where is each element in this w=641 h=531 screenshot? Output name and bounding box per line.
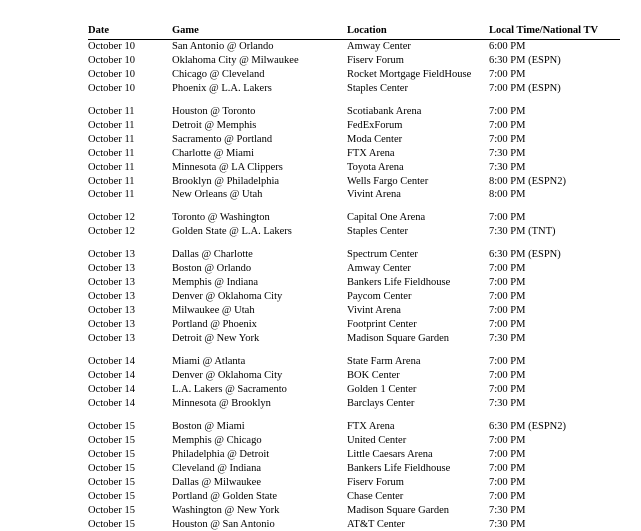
table-row — [88, 332, 620, 346]
cell-date: October 14 — [88, 397, 172, 411]
schedule-table — [88, 24, 620, 531]
cell-date: October 11 — [88, 105, 172, 119]
cell-date: October 13 — [88, 276, 172, 290]
cell-location: Spectrum Center — [347, 248, 489, 262]
cell-game: Oklahoma City @ Milwaukee — [172, 54, 347, 68]
table-row — [88, 68, 620, 82]
cell-location: Bankers Life Fieldhouse — [347, 462, 489, 476]
cell-location: FTX Arena — [347, 147, 489, 161]
table-row — [88, 383, 620, 397]
cell-tv: 7:30 PM — [489, 332, 620, 346]
cell-game: Philadelphia @ Detroit — [172, 448, 347, 462]
cell-game: Minnesota @ Brooklyn — [172, 397, 347, 411]
column-header-location: Location — [347, 24, 489, 39]
cell-tv: 7:00 PM — [489, 68, 620, 82]
cell-game: Minnesota @ LA Clippers — [172, 161, 347, 175]
table-row — [88, 82, 620, 96]
cell-game: Dallas @ Charlotte — [172, 248, 347, 262]
cell-game: Sacramento @ Portland — [172, 133, 347, 147]
row-group-spacer-cell — [88, 96, 620, 105]
cell-location: Rocket Mortgage FieldHouse — [347, 68, 489, 82]
cell-location: Scotiabank Arena — [347, 105, 489, 119]
cell-tv: 6:30 PM (ESPN) — [489, 248, 620, 262]
cell-tv: 7:30 PM — [489, 147, 620, 161]
row-group-spacer — [88, 411, 620, 420]
cell-location: Wells Fargo Center — [347, 175, 489, 189]
cell-location: Madison Square Garden — [347, 332, 489, 346]
cell-date: October 14 — [88, 355, 172, 369]
cell-location: United Center — [347, 434, 489, 448]
table-row — [88, 262, 620, 276]
cell-tv: 7:00 PM — [489, 290, 620, 304]
cell-date: October 13 — [88, 304, 172, 318]
table-row — [88, 397, 620, 411]
cell-tv: 7:00 PM — [489, 369, 620, 383]
cell-game: Detroit @ Memphis — [172, 119, 347, 133]
cell-date: October 15 — [88, 420, 172, 434]
table-row — [88, 290, 620, 304]
cell-game: Detroit @ New York — [172, 332, 347, 346]
table-row — [88, 39, 620, 53]
cell-location: Moda Center — [347, 133, 489, 147]
table-row — [88, 304, 620, 318]
cell-tv: 6:30 PM (ESPN2) — [489, 420, 620, 434]
cell-tv: 6:00 PM — [489, 39, 620, 53]
cell-location: Chase Center — [347, 490, 489, 504]
cell-tv: 7:00 PM — [489, 476, 620, 490]
row-group-spacer-cell — [88, 202, 620, 211]
table-row — [88, 119, 620, 133]
cell-game: Boston @ Miami — [172, 420, 347, 434]
cell-location: Capital One Arena — [347, 211, 489, 225]
cell-game: Brooklyn @ Philadelphia — [172, 175, 347, 189]
cell-game: San Antonio @ Orlando — [172, 39, 347, 53]
cell-game: Charlotte @ Miami — [172, 147, 347, 161]
cell-date: October 11 — [88, 147, 172, 161]
cell-game: Dallas @ Milwaukee — [172, 476, 347, 490]
cell-location: Footprint Center — [347, 318, 489, 332]
cell-date: October 15 — [88, 476, 172, 490]
cell-game: New Orleans @ Utah — [172, 188, 347, 202]
cell-tv: 7:00 PM — [489, 448, 620, 462]
table-row — [88, 105, 620, 119]
table-row — [88, 448, 620, 462]
cell-tv: 6:30 PM (ESPN) — [489, 54, 620, 68]
cell-date: October 13 — [88, 248, 172, 262]
cell-date: October 11 — [88, 119, 172, 133]
cell-date: October 15 — [88, 518, 172, 531]
cell-tv: 7:00 PM — [489, 490, 620, 504]
table-row — [88, 248, 620, 262]
cell-tv: 7:00 PM — [489, 276, 620, 290]
table-row — [88, 161, 620, 175]
row-group-spacer — [88, 346, 620, 355]
cell-tv: 7:00 PM — [489, 304, 620, 318]
cell-date: October 11 — [88, 175, 172, 189]
cell-date: October 13 — [88, 332, 172, 346]
cell-location: FedExForum — [347, 119, 489, 133]
cell-game: Toronto @ Washington — [172, 211, 347, 225]
cell-game: Memphis @ Indiana — [172, 276, 347, 290]
table-row — [88, 133, 620, 147]
cell-tv: 7:00 PM — [489, 318, 620, 332]
cell-tv: 7:30 PM (TNT) — [489, 225, 620, 239]
cell-location: State Farm Arena — [347, 355, 489, 369]
cell-location: Bankers Life Fieldhouse — [347, 276, 489, 290]
cell-tv: 7:30 PM — [489, 518, 620, 531]
row-group-spacer-cell — [88, 239, 620, 248]
row-group-spacer-cell — [88, 411, 620, 420]
row-group-spacer-cell — [88, 346, 620, 355]
cell-location: Paycom Center — [347, 290, 489, 304]
table-row — [88, 355, 620, 369]
cell-date: October 15 — [88, 448, 172, 462]
cell-tv: 7:00 PM — [489, 434, 620, 448]
table-row — [88, 434, 620, 448]
cell-game: Houston @ Toronto — [172, 105, 347, 119]
cell-location: Amway Center — [347, 39, 489, 53]
table-row — [88, 175, 620, 189]
cell-date: October 12 — [88, 211, 172, 225]
cell-game: Denver @ Oklahoma City — [172, 290, 347, 304]
column-header-tv: Local Time/National TV — [489, 24, 620, 39]
cell-game: Chicago @ Cleveland — [172, 68, 347, 82]
cell-location: Vivint Arena — [347, 304, 489, 318]
table-row — [88, 369, 620, 383]
cell-location: AT&T Center — [347, 518, 489, 531]
table-header — [88, 24, 620, 39]
cell-location: Madison Square Garden — [347, 504, 489, 518]
table-row — [88, 490, 620, 504]
cell-date: October 11 — [88, 161, 172, 175]
cell-game: Miami @ Atlanta — [172, 355, 347, 369]
cell-date: October 14 — [88, 383, 172, 397]
cell-tv: 8:00 PM — [489, 188, 620, 202]
cell-date: October 15 — [88, 490, 172, 504]
cell-game: Milwaukee @ Utah — [172, 304, 347, 318]
cell-location: Staples Center — [347, 82, 489, 96]
cell-date: October 10 — [88, 82, 172, 96]
cell-tv: 7:30 PM — [489, 161, 620, 175]
table-row — [88, 420, 620, 434]
table-row — [88, 147, 620, 161]
cell-location: Golden 1 Center — [347, 383, 489, 397]
cell-tv: 7:30 PM — [489, 504, 620, 518]
cell-game: L.A. Lakers @ Sacramento — [172, 383, 347, 397]
cell-game: Golden State @ L.A. Lakers — [172, 225, 347, 239]
cell-tv: 7:00 PM (ESPN) — [489, 82, 620, 96]
cell-date: October 12 — [88, 225, 172, 239]
cell-date: October 13 — [88, 318, 172, 332]
table-row — [88, 518, 620, 531]
cell-game: Houston @ San Antonio — [172, 518, 347, 531]
cell-date: October 14 — [88, 369, 172, 383]
cell-tv: 7:00 PM — [489, 462, 620, 476]
cell-location: Amway Center — [347, 262, 489, 276]
table-body — [88, 39, 620, 531]
table-row — [88, 462, 620, 476]
table-row — [88, 225, 620, 239]
cell-tv: 7:00 PM — [489, 262, 620, 276]
cell-date: October 15 — [88, 504, 172, 518]
cell-game: Washington @ New York — [172, 504, 347, 518]
cell-game: Portland @ Golden State — [172, 490, 347, 504]
cell-game: Portland @ Phoenix — [172, 318, 347, 332]
cell-tv: 7:00 PM — [489, 211, 620, 225]
cell-tv: 7:00 PM — [489, 355, 620, 369]
column-header-game: Game — [172, 24, 347, 39]
cell-date: October 15 — [88, 434, 172, 448]
cell-date: October 10 — [88, 39, 172, 53]
cell-tv: 7:00 PM — [489, 133, 620, 147]
cell-date: October 11 — [88, 188, 172, 202]
cell-location: Little Caesars Arena — [347, 448, 489, 462]
cell-location: Fiserv Forum — [347, 54, 489, 68]
header-row — [88, 24, 620, 39]
table-row — [88, 54, 620, 68]
table-row — [88, 476, 620, 490]
cell-date: October 10 — [88, 68, 172, 82]
cell-location: Vivint Arena — [347, 188, 489, 202]
cell-location: Staples Center — [347, 225, 489, 239]
table-row — [88, 276, 620, 290]
table-row — [88, 504, 620, 518]
cell-tv: 7:30 PM — [489, 397, 620, 411]
table-row — [88, 211, 620, 225]
cell-location: Barclays Center — [347, 397, 489, 411]
table-row — [88, 188, 620, 202]
cell-location: Toyota Arena — [347, 161, 489, 175]
row-group-spacer — [88, 239, 620, 248]
cell-game: Boston @ Orlando — [172, 262, 347, 276]
cell-date: October 10 — [88, 54, 172, 68]
cell-location: Fiserv Forum — [347, 476, 489, 490]
cell-game: Phoenix @ L.A. Lakers — [172, 82, 347, 96]
cell-date: October 13 — [88, 262, 172, 276]
cell-location: FTX Arena — [347, 420, 489, 434]
cell-location: BOK Center — [347, 369, 489, 383]
row-group-spacer — [88, 96, 620, 105]
cell-tv: 8:00 PM (ESPN2) — [489, 175, 620, 189]
cell-tv: 7:00 PM — [489, 119, 620, 133]
table-row — [88, 318, 620, 332]
cell-tv: 7:00 PM — [489, 383, 620, 397]
cell-game: Memphis @ Chicago — [172, 434, 347, 448]
cell-date: October 11 — [88, 133, 172, 147]
cell-tv: 7:00 PM — [489, 105, 620, 119]
cell-date: October 13 — [88, 290, 172, 304]
row-group-spacer — [88, 202, 620, 211]
column-header-date: Date — [88, 24, 172, 39]
cell-game: Cleveland @ Indiana — [172, 462, 347, 476]
cell-game: Denver @ Oklahoma City — [172, 369, 347, 383]
cell-date: October 15 — [88, 462, 172, 476]
